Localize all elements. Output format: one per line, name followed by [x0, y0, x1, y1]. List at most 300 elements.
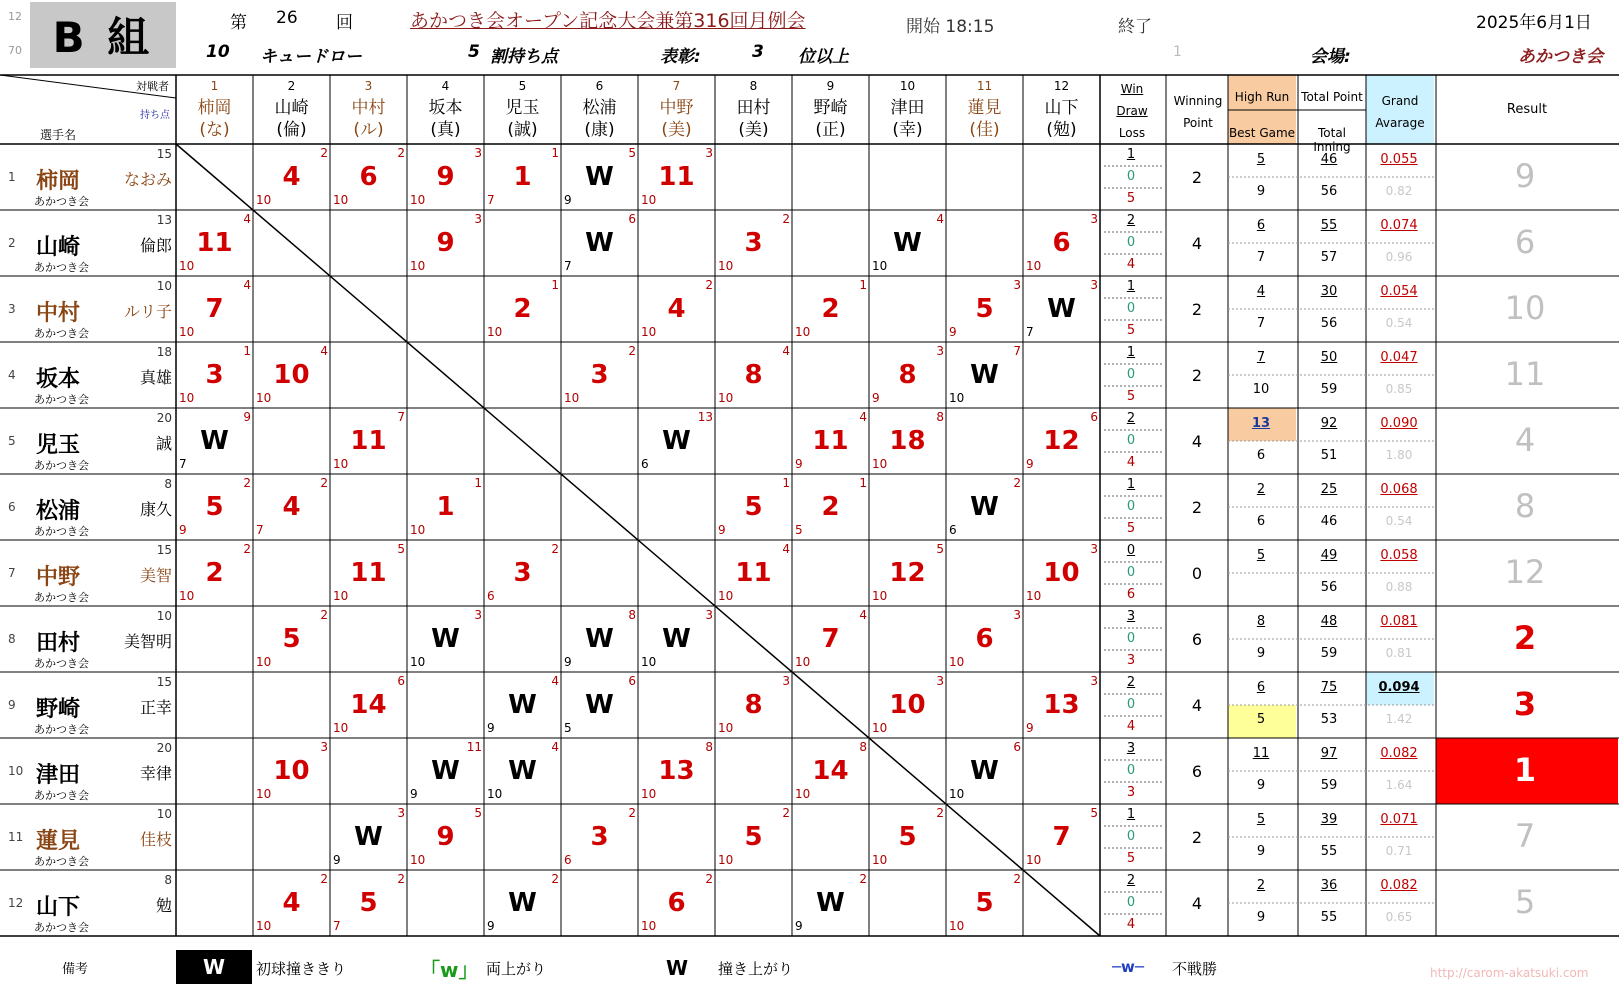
match-score: 2 — [821, 492, 840, 522]
match-innings: 10 — [872, 259, 888, 273]
best-game: 9 — [1256, 646, 1266, 661]
player-handicap: 10 — [156, 279, 172, 293]
high-run: 11 — [1252, 746, 1270, 761]
small-number: 1 — [1173, 44, 1182, 60]
total-point: 25 — [1320, 482, 1338, 497]
match-high-run: 4 — [782, 344, 790, 358]
row-number: 4 — [8, 368, 16, 382]
draw-count: 0 — [1126, 829, 1136, 844]
match-high-run: 1 — [551, 278, 559, 292]
match-innings: 9 — [564, 655, 572, 669]
end-time: 終了 — [1118, 17, 1152, 37]
high-run: 6 — [1256, 218, 1266, 233]
venue-label: 会場: — [1310, 47, 1351, 67]
match-high-run: 2 — [320, 872, 328, 886]
grand-average: 0.054 — [1380, 284, 1418, 299]
average-label: Avarage — [1375, 116, 1425, 130]
win-count: 2 — [1126, 675, 1136, 690]
match-high-run: 1 — [551, 146, 559, 160]
column-player-abbr: (正) — [815, 120, 846, 140]
high-run: 2 — [1256, 482, 1266, 497]
match-innings: 9 — [872, 391, 880, 405]
column-number: 1 — [210, 79, 219, 93]
legend-w-blue: ─w─ — [1112, 958, 1144, 976]
match-score: 11 — [812, 426, 849, 456]
match-innings: 10 — [718, 721, 734, 735]
grand-average: 0.081 — [1380, 614, 1418, 629]
result-rank: 5 — [1514, 883, 1536, 921]
match-innings: 10 — [641, 655, 657, 669]
match-innings: 10 — [872, 589, 888, 603]
match-innings: 10 — [256, 787, 272, 801]
match-score: 5 — [282, 624, 301, 654]
match-high-run: 2 — [243, 476, 251, 490]
player-surname: 山崎 — [36, 235, 81, 260]
match-high-run: 5 — [1090, 806, 1098, 820]
winning-point: 2 — [1191, 168, 1203, 187]
result-rank: 8 — [1514, 487, 1536, 525]
column-player-abbr: (康) — [584, 120, 615, 140]
total-point: 36 — [1320, 878, 1338, 893]
loss-count: 3 — [1126, 785, 1136, 800]
match-high-run: 3 — [474, 146, 482, 160]
draw-count: 0 — [1126, 235, 1136, 250]
match-innings: 10 — [179, 391, 195, 405]
match-score: 3 — [744, 228, 763, 258]
row-number: 7 — [8, 566, 16, 580]
loss-count: 4 — [1126, 257, 1136, 272]
match-innings: 10 — [1026, 853, 1042, 867]
total-inning: 51 — [1320, 448, 1338, 463]
match-high-run: 3 — [1090, 542, 1098, 556]
column-player-short: 津田 — [890, 98, 925, 118]
corner-label-top: 12 — [8, 10, 22, 23]
total-inning: 59 — [1320, 778, 1338, 793]
game-average: 0.71 — [1385, 844, 1413, 858]
column-player-abbr: (美) — [738, 120, 769, 140]
win-count: 2 — [1126, 411, 1136, 426]
match-high-run: 2 — [320, 476, 328, 490]
match-score: W — [508, 888, 537, 918]
column-player-short: 坂本 — [428, 98, 463, 118]
result-rank: 6 — [1514, 223, 1536, 261]
winning-point: 4 — [1191, 696, 1203, 715]
column-number: 11 — [976, 79, 993, 93]
column-player-abbr: (誠) — [507, 120, 538, 140]
total-point: 92 — [1320, 416, 1338, 431]
match-score: 5 — [744, 492, 763, 522]
win-count: 2 — [1126, 873, 1136, 888]
match-innings: 9 — [795, 919, 803, 933]
match-high-run: 2 — [397, 872, 405, 886]
best-game: 7 — [1256, 316, 1266, 331]
draw-count: 0 — [1126, 763, 1136, 778]
column-number: 3 — [364, 79, 373, 93]
game-average: 1.64 — [1385, 778, 1413, 792]
player-club: あかつき会 — [34, 393, 89, 406]
match-high-run: 2 — [551, 542, 559, 556]
match-innings: 10 — [718, 853, 734, 867]
match-score: 6 — [667, 888, 686, 918]
game-average: 0.82 — [1385, 184, 1413, 198]
match-score: 5 — [359, 888, 378, 918]
match-high-run: 3 — [936, 674, 944, 688]
match-score: 1 — [436, 492, 455, 522]
match-score: 2 — [513, 294, 532, 324]
legend-w-box: W — [176, 950, 252, 984]
column-number: 7 — [672, 79, 681, 93]
match-score: 7 — [821, 624, 840, 654]
match-score: W — [200, 426, 229, 456]
match-score: 18 — [889, 426, 926, 456]
match-score: 11 — [196, 228, 233, 258]
player-club: あかつき会 — [34, 261, 89, 274]
draw-count: 0 — [1126, 433, 1136, 448]
player-surname: 松浦 — [36, 499, 81, 524]
high-run: 8 — [1256, 614, 1266, 629]
player-given-name: 勉 — [155, 896, 172, 915]
game-average: 0.54 — [1385, 316, 1413, 330]
match-score: W — [970, 360, 999, 390]
match-score: 9 — [436, 228, 455, 258]
match-score: W — [893, 228, 922, 258]
match-innings: 10 — [795, 787, 811, 801]
player-surname: 坂本 — [36, 367, 81, 392]
match-score: 1 — [513, 162, 532, 192]
winning-point: 4 — [1191, 234, 1203, 253]
result-rank: 1 — [1513, 751, 1537, 789]
match-innings: 10 — [487, 325, 503, 339]
match-high-run: 6 — [628, 212, 636, 226]
row-number: 6 — [8, 500, 16, 514]
match-score: 10 — [273, 360, 310, 390]
row-number: 2 — [8, 236, 16, 250]
player-club: あかつき会 — [34, 789, 89, 802]
column-number: 10 — [899, 79, 916, 93]
match-high-run: 2 — [1013, 872, 1021, 886]
match-score: 5 — [898, 822, 917, 852]
match-innings: 6 — [949, 523, 957, 537]
match-high-run: 4 — [859, 410, 867, 424]
player-handicap: 15 — [156, 675, 172, 689]
match-high-run: 5 — [628, 146, 636, 160]
match-score: 2 — [205, 558, 224, 588]
match-score: 4 — [282, 162, 301, 192]
legend-w-blue-text: 不戦勝 — [1172, 960, 1218, 978]
match-high-run: 7 — [1013, 344, 1021, 358]
match-score: 5 — [975, 888, 994, 918]
draw-count: 0 — [1126, 631, 1136, 646]
game-average: 0.54 — [1385, 514, 1413, 528]
match-score: W — [585, 162, 614, 192]
match-high-run: 4 — [782, 542, 790, 556]
high-run: 5 — [1256, 152, 1266, 167]
draw-count: 0 — [1126, 367, 1136, 382]
match-high-run: 2 — [1013, 476, 1021, 490]
match-high-run: 1 — [243, 344, 251, 358]
grand-average: 0.068 — [1380, 482, 1418, 497]
row-number: 5 — [8, 434, 16, 448]
player-club: あかつき会 — [34, 327, 89, 340]
match-innings: 9 — [179, 523, 187, 537]
match-score: 5 — [744, 822, 763, 852]
distance: 10 — [206, 42, 230, 62]
player-surname: 中野 — [36, 565, 81, 590]
match-high-run: 4 — [551, 674, 559, 688]
player-handicap: 8 — [164, 477, 172, 491]
draw-header: Draw — [1116, 104, 1148, 118]
game-average: 1.80 — [1385, 448, 1413, 462]
total-inning-header: Total Inning — [1313, 126, 1351, 154]
player-given-name: 美智明 — [123, 632, 172, 651]
high-run: 5 — [1256, 548, 1266, 563]
player-given-name: 正幸 — [139, 698, 172, 717]
start-time: 開始 18:15 — [906, 17, 995, 37]
player-given-name: 幸律 — [139, 764, 172, 783]
kai-label: 回 — [336, 13, 353, 33]
win-count: 1 — [1126, 345, 1136, 360]
match-high-run: 4 — [551, 740, 559, 754]
match-innings: 7 — [1026, 325, 1034, 339]
match-score: 6 — [975, 624, 994, 654]
match-innings: 10 — [949, 919, 965, 933]
match-score: 6 — [1052, 228, 1071, 258]
high-run: 6 — [1256, 680, 1266, 695]
match-high-run: 3 — [1090, 674, 1098, 688]
player-given-name: 美智 — [139, 566, 172, 585]
match-high-run: 2 — [320, 146, 328, 160]
match-high-run: 4 — [243, 212, 251, 226]
match-high-run: 2 — [243, 542, 251, 556]
column-number: 4 — [441, 79, 450, 93]
match-high-run: 4 — [936, 212, 944, 226]
total-inning: 56 — [1320, 184, 1338, 199]
column-number: 6 — [595, 79, 604, 93]
match-high-run: 2 — [628, 344, 636, 358]
match-high-run: 3 — [474, 212, 482, 226]
win-header: Win — [1120, 82, 1144, 96]
grand-average: 0.058 — [1380, 548, 1418, 563]
match-innings: 9 — [410, 787, 418, 801]
result-header: Result — [1506, 102, 1548, 117]
match-score: W — [662, 426, 691, 456]
column-number: 2 — [287, 79, 296, 93]
winning-point: 2 — [1191, 498, 1203, 517]
match-high-run: 8 — [936, 410, 944, 424]
ratio-value: 5 — [468, 42, 480, 62]
grand-average: 0.071 — [1380, 812, 1418, 827]
game-average: 1.42 — [1385, 712, 1413, 726]
handicap-header: 持ち点 — [140, 110, 170, 121]
match-innings: 10 — [333, 721, 349, 735]
site-url[interactable]: http://carom-akatsuki.com — [1430, 966, 1589, 980]
loss-count: 5 — [1126, 521, 1136, 536]
match-innings: 6 — [564, 853, 572, 867]
high-run: 5 — [1256, 812, 1266, 827]
legend-w-black: W — [666, 956, 689, 980]
match-high-run: 1 — [782, 476, 790, 490]
match-innings: 10 — [641, 193, 657, 207]
legend-w-box-text: 初球撞ききり — [256, 960, 347, 978]
match-score: 3 — [513, 558, 532, 588]
match-high-run: 2 — [320, 608, 328, 622]
column-player-short: 柿岡 — [197, 98, 232, 118]
match-innings: 10 — [795, 325, 811, 339]
match-score: 3 — [590, 360, 609, 390]
match-innings: 10 — [949, 787, 965, 801]
column-player-short: 山下 — [1044, 98, 1079, 118]
total-point: 30 — [1320, 284, 1338, 299]
match-high-run: 3 — [705, 146, 713, 160]
match-score: 11 — [658, 162, 695, 192]
game-average: 0.65 — [1385, 910, 1413, 924]
award-value: 3 — [752, 42, 764, 62]
match-high-run: 6 — [1090, 410, 1098, 424]
match-innings: 10 — [256, 919, 272, 933]
tournament-title[interactable]: あかつき会オープン記念大会兼第316回月例会 — [410, 10, 806, 32]
loss-count: 5 — [1126, 851, 1136, 866]
match-high-run: 3 — [1090, 212, 1098, 226]
column-player-abbr: (幸) — [892, 120, 923, 140]
total-point: 39 — [1320, 812, 1338, 827]
match-score: 6 — [359, 162, 378, 192]
player-surname: 蓮見 — [36, 829, 81, 854]
match-high-run: 2 — [705, 278, 713, 292]
match-score: 4 — [667, 294, 686, 324]
draw-count: 0 — [1126, 697, 1136, 712]
match-high-run: 3 — [705, 608, 713, 622]
column-number: 9 — [826, 79, 835, 93]
grand-label: Grand — [1381, 94, 1419, 108]
total-inning: 56 — [1320, 580, 1338, 595]
match-score: W — [431, 624, 460, 654]
player-club: あかつき会 — [34, 591, 89, 604]
row-number: 10 — [8, 764, 24, 778]
match-high-run: 9 — [243, 410, 251, 424]
grand-average: 0.090 — [1380, 416, 1418, 431]
match-high-run: 3 — [936, 344, 944, 358]
match-innings: 7 — [333, 919, 341, 933]
match-score: 3 — [590, 822, 609, 852]
match-high-run: 4 — [243, 278, 251, 292]
venue-name: あかつき会 — [1518, 47, 1603, 67]
match-innings: 10 — [333, 193, 349, 207]
loss-count: 4 — [1126, 719, 1136, 734]
match-high-run: 2 — [397, 146, 405, 160]
draw-count: 0 — [1126, 895, 1136, 910]
column-player-short: 蓮見 — [967, 98, 1002, 118]
match-innings: 10 — [410, 853, 426, 867]
match-score: 14 — [350, 690, 387, 720]
match-innings: 10 — [410, 259, 426, 273]
player-surname: 津田 — [36, 763, 81, 788]
draw-count: 0 — [1126, 169, 1136, 184]
column-player-short: 松浦 — [582, 98, 617, 118]
grand-average: 0.082 — [1380, 878, 1418, 893]
match-high-run: 2 — [859, 872, 867, 886]
grand-average: 0.082 — [1380, 746, 1418, 761]
high-run: 7 — [1256, 350, 1266, 365]
match-score: W — [970, 756, 999, 786]
best-game: 10 — [1252, 382, 1270, 397]
best-game: 7 — [1256, 250, 1266, 265]
match-high-run: 8 — [705, 740, 713, 754]
best-game: 6 — [1256, 514, 1266, 529]
match-innings: 10 — [256, 193, 272, 207]
player-club: あかつき会 — [34, 855, 89, 868]
winning-point: 6 — [1191, 630, 1203, 649]
total-point: 55 — [1320, 218, 1338, 233]
legend-w-black-text: 撞き上がり — [718, 960, 794, 978]
match-high-run: 5 — [397, 542, 405, 556]
total-point: 46 — [1320, 152, 1338, 167]
match-high-run: 6 — [397, 674, 405, 688]
match-innings: 9 — [1026, 721, 1034, 735]
player-club: あかつき会 — [34, 459, 89, 472]
dai-label: 第 — [230, 13, 247, 33]
player-handicap: 8 — [164, 873, 172, 887]
match-innings: 7 — [256, 523, 264, 537]
player-handicap: 15 — [156, 543, 172, 557]
match-score: 11 — [735, 558, 772, 588]
match-high-run: 2 — [705, 872, 713, 886]
match-high-run: 3 — [782, 674, 790, 688]
grand-average: 0.047 — [1380, 350, 1418, 365]
best-game: 9 — [1256, 910, 1266, 925]
game-average: 0.96 — [1385, 250, 1413, 264]
loss-count: 5 — [1126, 323, 1136, 338]
result-rank: 7 — [1514, 817, 1536, 855]
player-handicap: 20 — [156, 411, 172, 425]
point-label: Point — [1183, 116, 1213, 130]
player-given-name: なおみ — [123, 170, 172, 189]
row-number: 12 — [8, 896, 24, 910]
column-player-abbr: (真) — [430, 120, 461, 140]
row-number: 8 — [8, 632, 16, 646]
column-player-short: 中野 — [659, 98, 694, 118]
award-suffix: 位以上 — [798, 47, 849, 67]
match-innings: 5 — [795, 523, 803, 537]
match-score: W — [585, 690, 614, 720]
match-score: 3 — [205, 360, 224, 390]
column-number: 8 — [749, 79, 758, 93]
player-given-name: 誠 — [155, 434, 172, 453]
match-score: 11 — [350, 426, 387, 456]
total-inning: 53 — [1320, 712, 1338, 727]
match-high-run: 2 — [628, 806, 636, 820]
match-innings: 9 — [564, 193, 572, 207]
player-surname: 柿岡 — [36, 169, 81, 194]
column-player-abbr: (勉) — [1046, 120, 1077, 140]
match-score: 8 — [744, 360, 763, 390]
match-innings: 7 — [487, 193, 495, 207]
player-given-name: 倫郎 — [139, 236, 172, 255]
match-high-run: 2 — [782, 806, 790, 820]
match-score: W — [431, 756, 460, 786]
column-number: 5 — [518, 79, 527, 93]
match-high-run: 3 — [397, 806, 405, 820]
match-score: 13 — [1043, 690, 1080, 720]
match-innings: 10 — [179, 325, 195, 339]
match-innings: 5 — [564, 721, 572, 735]
corner-label-bottom: 70 — [8, 44, 22, 57]
winning-point: 6 — [1191, 762, 1203, 781]
player-handicap: 18 — [156, 345, 172, 359]
best-game: 6 — [1256, 448, 1266, 463]
match-score: 7 — [205, 294, 224, 324]
player-club: あかつき会 — [34, 723, 89, 736]
match-score: 11 — [350, 558, 387, 588]
